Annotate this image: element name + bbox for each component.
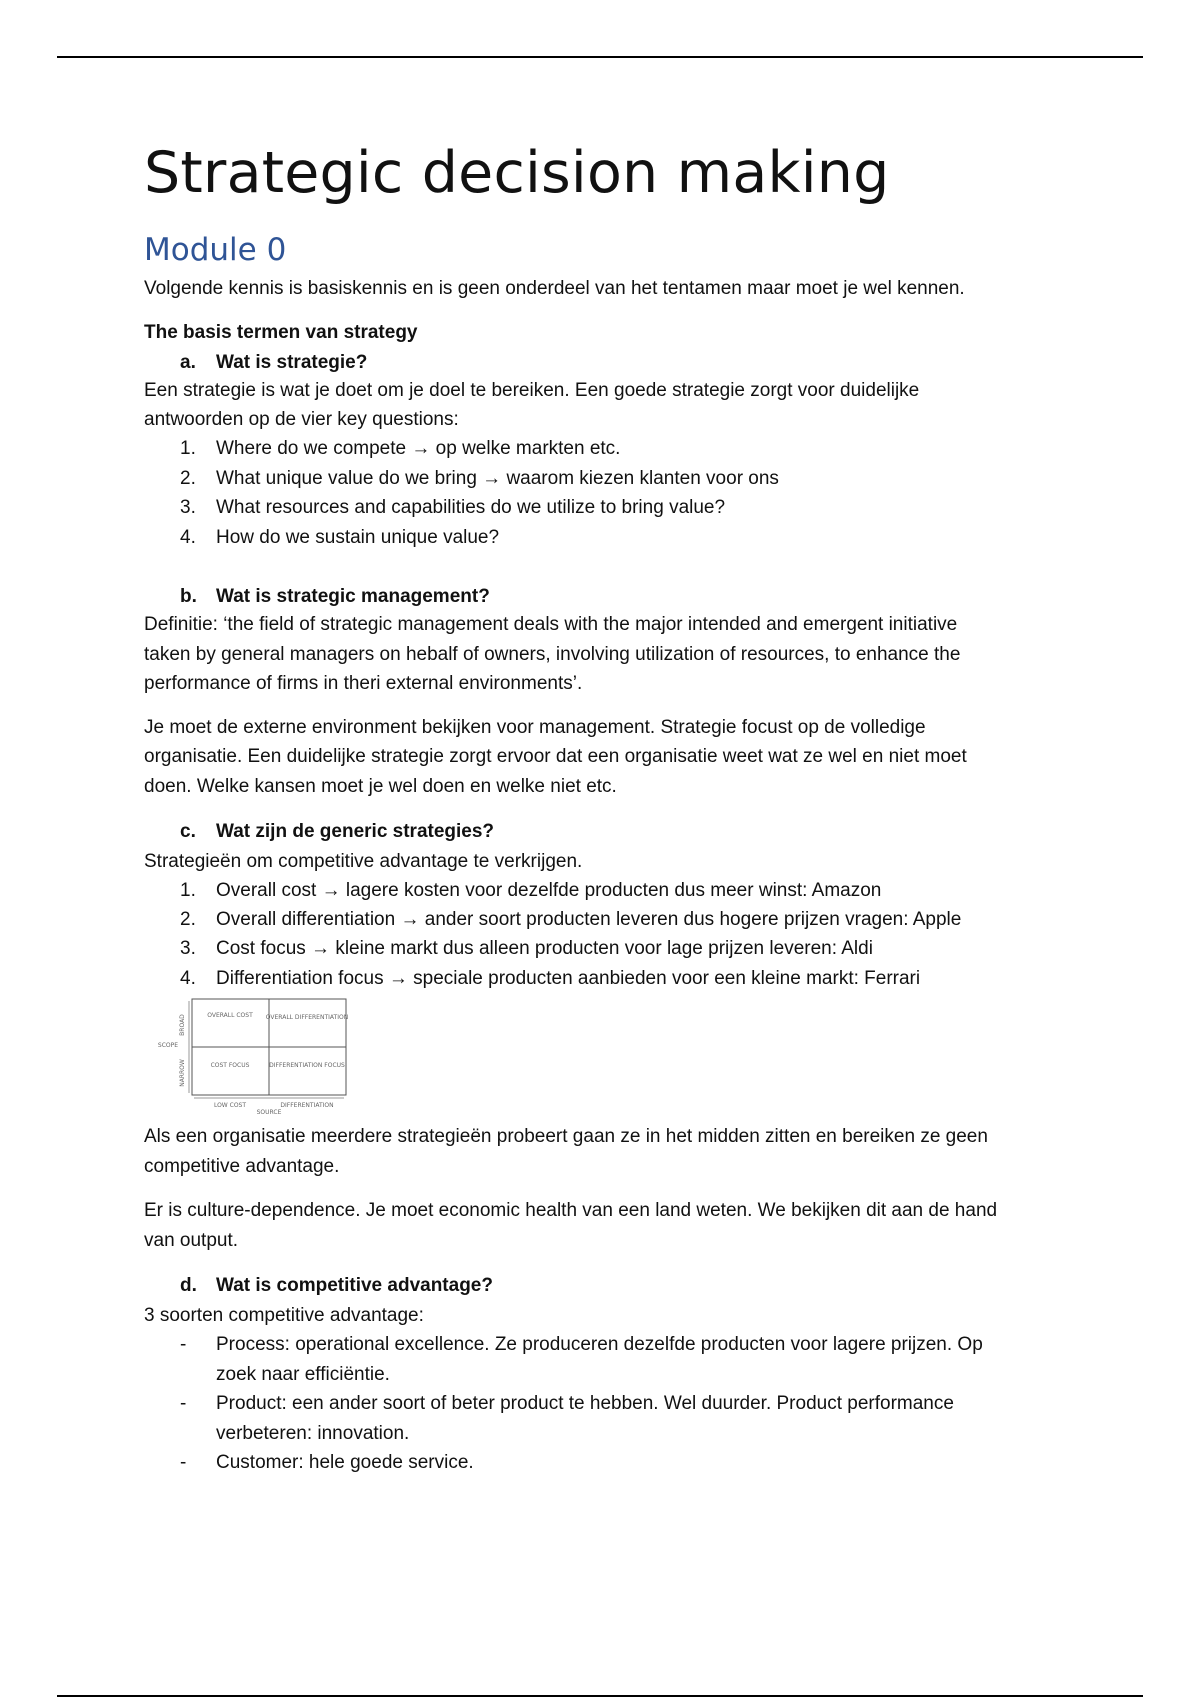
- list-item-text: ander soort producten leveren dus hogere prijzen vragen: Apple: [424, 909, 962, 930]
- list-item-text: Overall cost: [216, 880, 317, 901]
- paragraph-line: antwoorden op de vier key questions:: [144, 409, 459, 430]
- paragraph-line: doen. Welke kansen moet je wel doen en welke niet etc.: [144, 776, 617, 797]
- bullet-line: Process: operational excellence. Ze produceren dezelfde producten voor lagere prijzen. Op: [216, 1334, 983, 1355]
- subsection-c-label: c.: [180, 821, 196, 842]
- list-number: 1.: [180, 438, 196, 459]
- arrow-icon: →: [400, 909, 420, 930]
- arrow-icon: →: [411, 438, 431, 459]
- matrix-axis-label: BROAD: [179, 1014, 186, 1036]
- matrix-axis-label: NARROW: [179, 1059, 186, 1087]
- list-item: [216, 965, 920, 993]
- subsection-b-label: b.: [180, 586, 197, 607]
- footer-rule: [57, 1695, 1143, 1697]
- list-item: [216, 877, 881, 905]
- paragraph-line: Strategieën om competitive advantage te verkrijgen.: [144, 851, 583, 872]
- paragraph-line: taken by general managers on hebalf of owners, involving utilization of resources, to enhance the: [144, 644, 961, 665]
- arrow-icon: →: [311, 938, 331, 959]
- list-item: [216, 935, 873, 963]
- paragraph-line: Als een organisatie meerdere strategieën probeert gaan ze in het midden zitten en bereiken ze geen: [144, 1126, 988, 1147]
- list-item: What resources and capabilities do we utilize to bring value?: [216, 497, 726, 518]
- list-item-text: speciale producten aanbieden voor een kleine markt: Ferrari: [413, 968, 921, 989]
- matrix-axis-label: DIFFERENTIATION: [280, 1102, 334, 1109]
- arrow-icon: →: [482, 468, 502, 489]
- list-item: [216, 906, 961, 934]
- subsection-a-heading: Wat is strategie?: [216, 352, 368, 373]
- list-number: 1.: [180, 880, 196, 901]
- bullet-dash: -: [180, 1393, 187, 1414]
- bullet-dash: -: [180, 1334, 187, 1355]
- list-number: 4.: [180, 527, 196, 548]
- list-number: 4.: [180, 968, 196, 989]
- list-number: 2.: [180, 468, 196, 489]
- paragraph-line: van output.: [144, 1230, 239, 1251]
- bullet-dash: -: [180, 1452, 187, 1473]
- bullet-line: Customer: hele goede service.: [216, 1452, 474, 1473]
- subsection-a-label: a.: [180, 352, 196, 373]
- arrow-icon: →: [388, 968, 408, 989]
- list-item-text: kleine markt dus alleen producten voor lage prijzen leveren: Aldi: [335, 938, 873, 959]
- bullet-line: zoek naar efficiëntie.: [216, 1364, 390, 1385]
- list-item: [216, 435, 620, 463]
- paragraph-line: Er is culture-dependence. Je moet economic health van een land weten. We bekijken dit aan de hand: [144, 1200, 998, 1221]
- list-item: [216, 465, 779, 493]
- list-item-text: What unique value do we bring: [216, 468, 477, 489]
- matrix-cell-label: OVERALL COST: [207, 1012, 253, 1019]
- matrix-cell-label: COST FOCUS: [210, 1062, 250, 1069]
- paragraph-line: performance of firms in theri external environments’.: [144, 673, 583, 694]
- subsection-c-heading: Wat zijn de generic strategies?: [216, 821, 495, 842]
- list-number: 2.: [180, 909, 196, 930]
- list-item-text: Cost focus: [216, 938, 306, 959]
- list-number: 3.: [180, 497, 196, 518]
- paragraph-line: Je moet de externe environment bekijken voor management. Strategie focust op de volledige: [144, 717, 926, 738]
- bullet-line: Product: een ander soort of beter product te hebben. Wel duurder. Product performance: [216, 1393, 954, 1414]
- list-item: How do we sustain unique value?: [216, 527, 500, 548]
- bullet-line: verbeteren: innovation.: [216, 1423, 410, 1444]
- module-heading: Module 0: [144, 232, 287, 268]
- intro-text: Volgende kennis is basiskennis en is geen onderdeel van het tentamen maar moet je wel kennen.: [144, 278, 965, 299]
- paragraph-line: Definitie: ‘the field of strategic management deals with the major intended and emergent initiative: [144, 614, 958, 635]
- matrix-cell-label: DIFFERENTIATION FOCUS: [269, 1062, 345, 1069]
- matrix-cell-label: OVERALL DIFFERENTIATION: [265, 1014, 348, 1021]
- subsection-d-heading: Wat is competitive advantage?: [216, 1275, 493, 1296]
- header-rule: [57, 56, 1143, 58]
- document-title: Strategic decision making: [144, 140, 890, 206]
- paragraph-line: Een strategie is wat je doet om je doel te bereiken. Een goede strategie zorgt voor duidelijke: [144, 380, 920, 401]
- list-item-text: waarom kiezen klanten voor ons: [506, 468, 779, 489]
- subsection-b-heading: Wat is strategic management?: [216, 586, 490, 607]
- list-number: 3.: [180, 938, 196, 959]
- list-item-text: Overall differentiation: [216, 909, 396, 930]
- subsection-d-label: d.: [180, 1275, 197, 1296]
- paragraph-line: competitive advantage.: [144, 1156, 340, 1177]
- matrix-axis-label: SOURCE: [256, 1109, 282, 1115]
- arrow-icon: →: [321, 880, 341, 901]
- matrix-axis-label: SCOPE: [157, 1042, 179, 1049]
- matrix-axis-label: LOW COST: [213, 1102, 247, 1109]
- section-heading: The basis termen van strategy: [144, 322, 418, 343]
- paragraph-line: organisatie. Een duidelijke strategie zorgt ervoor dat een organisatie weet wat ze wel en niet moet: [144, 746, 967, 767]
- list-item-text: lagere kosten voor dezelfde producten dus meer winst: Amazon: [345, 880, 882, 901]
- generic-strategies-matrix: [148, 995, 348, 1115]
- list-item-text: Where do we compete: [216, 438, 407, 459]
- paragraph-line: 3 soorten competitive advantage:: [144, 1305, 424, 1326]
- list-item-text: op welke markten etc.: [435, 438, 621, 459]
- list-item-text: Differentiation focus: [216, 968, 384, 989]
